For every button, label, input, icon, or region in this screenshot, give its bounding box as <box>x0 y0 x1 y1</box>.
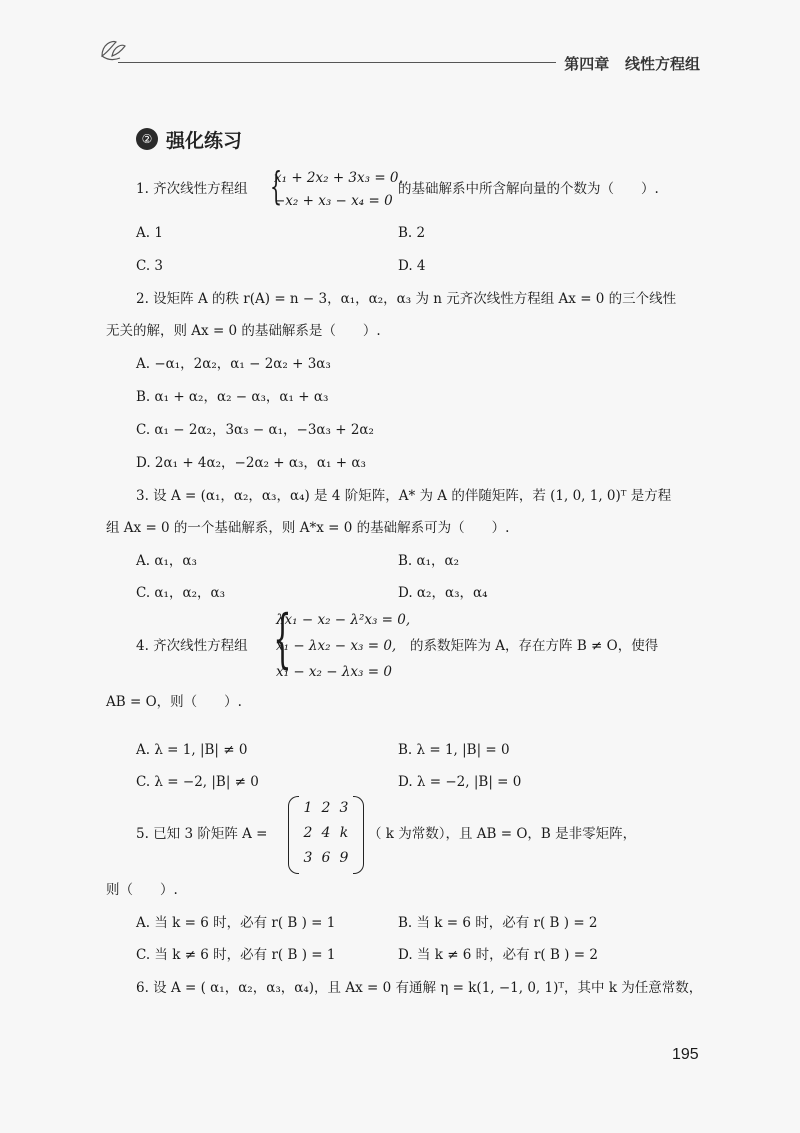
q4-option-d: D. λ = −2, |B| = 0 <box>398 774 522 790</box>
q5-matrix <box>288 796 364 872</box>
q5-option-b: B. 当 k = 6 时，必有 r( B ) = 2 <box>398 915 598 931</box>
q3-line1: 3. 设 A = (α₁，α₂，α₃，α₄) 是 4 阶矩阵，A* 为 A 的伴随矩阵，若 (1, 0, 1, 0)ᵀ 是方程 <box>136 488 672 504</box>
q5-suffix: （ k 为常数），且 AB = O，B 是非零矩阵， <box>368 826 637 842</box>
q1-option-b: B. 2 <box>398 225 426 241</box>
q4-suffix: 的系数矩阵为 A，存在方阵 B ≠ O，使得 <box>410 638 659 654</box>
q2-option-a: A. −α₁，2α₂，α₁ − 2α₂ + 3α₃ <box>136 356 331 372</box>
q5-option-c: C. 当 k ≠ 6 时，必有 r( B ) = 1 <box>136 947 336 963</box>
q6-line1: 6. 设 A = ( α₁，α₂，α₃，α₄)，且 Ax = 0 有通解 η = k(1, −1, 0, 1)ᵀ，其中 k 为任意常数， <box>136 980 703 996</box>
q2-option-d: D. 2α₁ + 4α₂，−2α₂ + α₃，α₁ + α₃ <box>136 455 366 471</box>
section-title: 强化练习 <box>166 130 243 152</box>
q5-line2: 则（ ）. <box>106 882 178 898</box>
running-header <box>556 53 700 74</box>
q2-line2: 无关的解，则 Ax = 0 的基础解系是（ ）. <box>106 323 381 339</box>
chapter-label: 第四章 <box>564 55 610 73</box>
q4-option-b: B. λ = 1, |B| = 0 <box>398 742 510 758</box>
q4-line2: AB = O，则（ ）. <box>106 694 242 710</box>
q4-eq2: x₁ − λx₂ − x₃ = 0, <box>276 638 397 654</box>
q1-option-d: D. 4 <box>398 258 426 274</box>
q3-line2: 组 Ax = 0 的一个基础解系，则 A*x = 0 的基础解系可为（ ）. <box>106 520 510 536</box>
q1-brace: { <box>270 164 283 208</box>
q1-prefix: 1. 齐次线性方程组 <box>136 181 248 197</box>
q4-eq3: x₁ − x₂ − λx₃ = 0 <box>276 664 392 680</box>
q5-prefix: 5. 已知 3 阶矩阵 A = <box>136 826 268 842</box>
matrix-cell: 1 <box>303 800 313 816</box>
matrix-cell: 9 <box>339 850 349 866</box>
q1-eq1: x₁ + 2x₂ + 3x₃ = 0, <box>274 170 403 186</box>
matrix-cell: 3 <box>339 800 349 816</box>
q2-option-b: B. α₁ + α₂，α₂ − α₃，α₁ + α₃ <box>136 389 329 405</box>
q1-option-c: C. 3 <box>136 258 164 274</box>
q1-suffix: 的基础解系中所含解向量的个数为（ ）. <box>398 181 659 197</box>
q2-option-c: C. α₁ − 2α₂，3α₃ − α₁，−3α₃ + 2α₂ <box>136 422 374 438</box>
matrix-cell: 2 <box>303 825 313 841</box>
q5-option-d: D. 当 k ≠ 6 时，必有 r( B ) = 2 <box>398 947 598 963</box>
q4-brace: { <box>273 602 292 676</box>
q4-eq1: λx₁ − x₂ − λ²x₃ = 0, <box>276 612 411 628</box>
q3-option-a: A. α₁，α₃ <box>136 553 197 569</box>
matrix-cell: 3 <box>303 850 313 866</box>
matrix-cell: 6 <box>321 850 331 866</box>
leaf-logo-icon <box>98 36 128 62</box>
page-number: 195 <box>672 1046 699 1063</box>
section-badge-icon: ② <box>136 128 158 150</box>
matrix-right-paren <box>353 796 364 874</box>
q4-option-a: A. λ = 1, |B| ≠ 0 <box>136 742 248 758</box>
q2-line1: 2. 设矩阵 A 的秩 r(A) = n − 3，α₁，α₂，α₃ 为 n 元齐次线性方程组 Ax = 0 的三个线性 <box>136 291 677 307</box>
q4-option-c: C. λ = −2, |B| ≠ 0 <box>136 774 259 790</box>
matrix-cell: 4 <box>321 825 331 841</box>
q3-option-c: C. α₁，α₂，α₃ <box>136 585 226 601</box>
q4-prefix: 4. 齐次线性方程组 <box>136 638 248 654</box>
matrix-cell: k <box>339 825 349 841</box>
q3-option-d: D. α₂，α₃，α₄ <box>398 585 488 601</box>
matrix-cell: 2 <box>321 800 331 816</box>
q3-option-b: B. α₁，α₂ <box>398 553 460 569</box>
q5-option-a: A. 当 k = 6 时，必有 r( B ) = 1 <box>136 915 336 931</box>
chapter-title: 线性方程组 <box>624 55 700 73</box>
q1-eq2: −x₂ + x₃ − x₄ = 0 <box>274 193 393 209</box>
q1-option-a: A. 1 <box>136 225 163 241</box>
